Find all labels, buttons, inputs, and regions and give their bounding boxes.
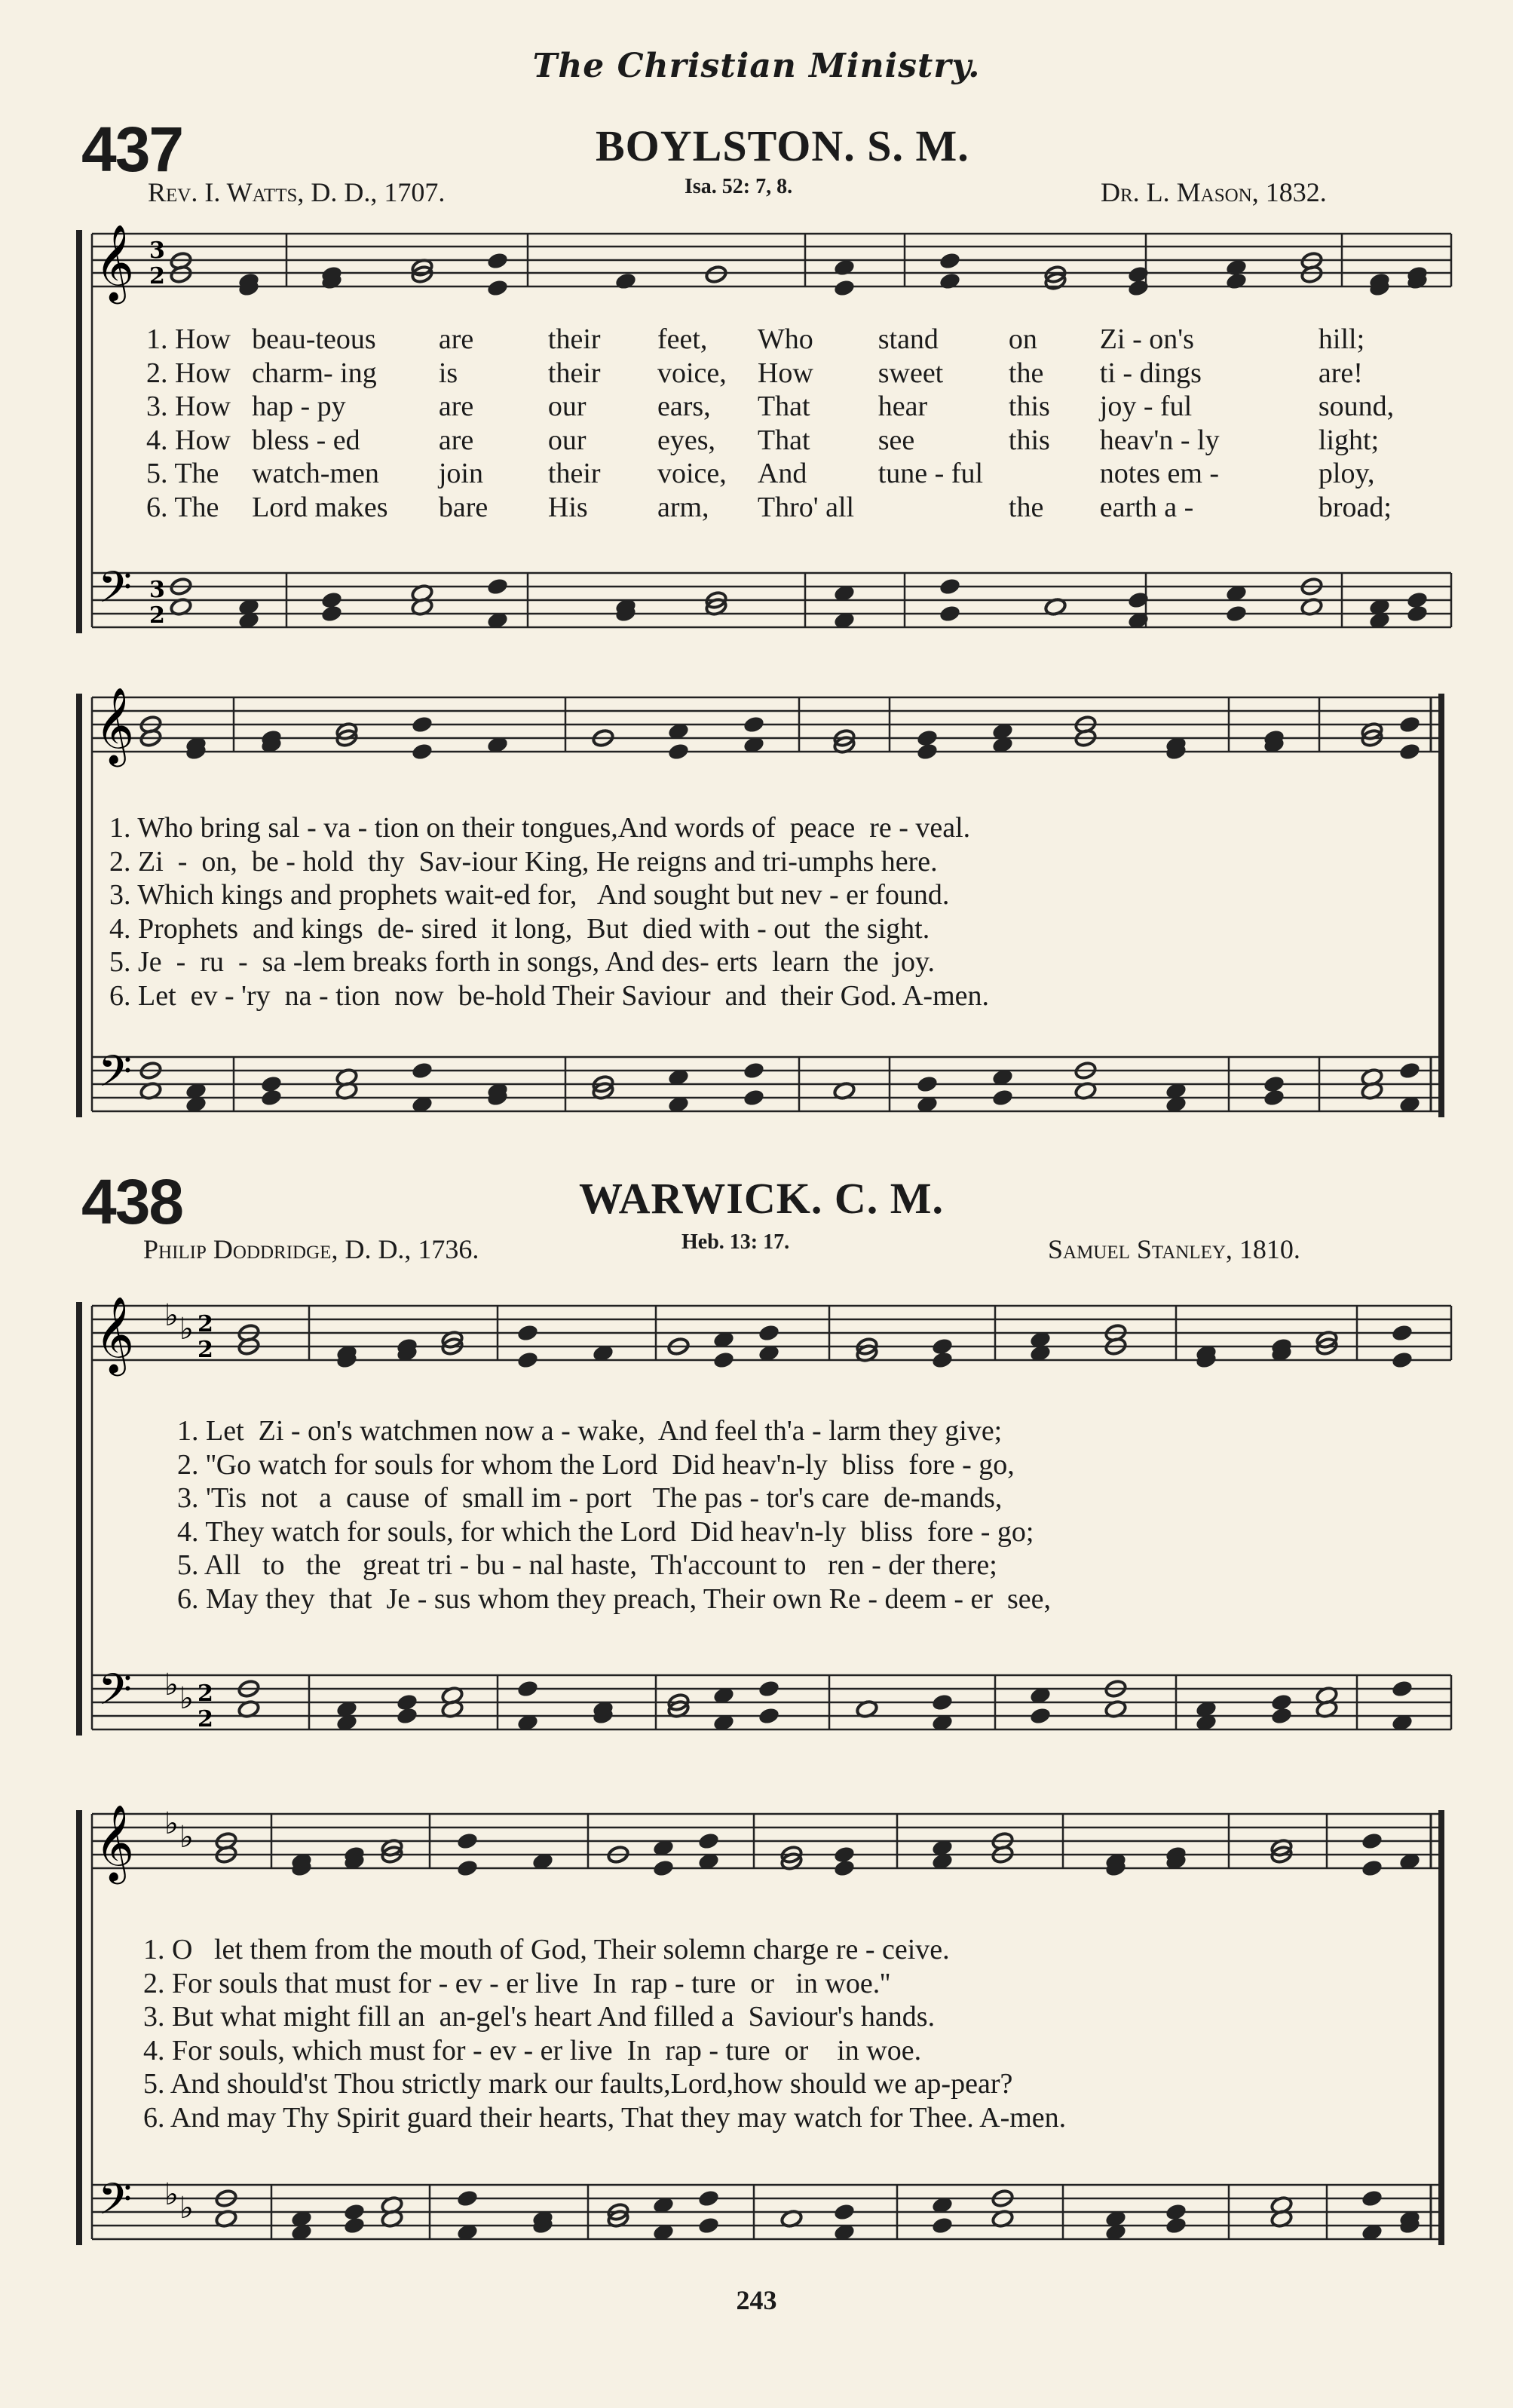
note-head [833,2202,856,2222]
verse-word: joy - ful [1099,391,1193,423]
note-head [758,1323,781,1343]
note-head [931,2216,954,2235]
hymn-438-verses-part-1 [177,1414,1051,1616]
note-head [320,604,344,623]
svg-text:♭: ♭ [164,1298,179,1333]
note-head [939,251,962,271]
composer-credit: Samuel Stanley, 1810. [1048,1234,1300,1264]
note-head [758,1706,781,1726]
note-head [516,1323,540,1343]
verse-word: their [547,458,601,490]
svg-text:2: 2 [198,1337,213,1363]
verse-word: His [547,491,588,523]
verse-word: voice, [657,458,727,490]
verse-word: 2. How [146,357,231,389]
verse-word: eyes, [657,424,715,456]
verse-word: beau-teous [252,323,376,356]
note-head [652,1858,675,1878]
hymn-437-system-2-treble-staff [92,697,1444,752]
note-head [516,1350,540,1370]
verse-word: arm, [657,491,709,523]
verse-word: stand [877,323,939,356]
svg-text:♭: ♭ [179,1681,194,1716]
verse-row [143,424,1425,458]
author-credit: Philip Doddridge, D. D., 1736. [143,1234,479,1264]
note-head [1165,2216,1188,2235]
hymn-437-verses-part-1 [143,323,1425,524]
tune-title: WARWICK. C. M. [579,1174,945,1223]
running-head: The Christian Ministry. [532,47,981,85]
verse-word: hear [877,391,928,423]
verse-line: 1. O let them from the mouth of God, Their solemn charge re - ceive. [143,1934,950,1965]
verse-word: are [438,424,474,456]
verse-word: see [877,424,915,456]
bass-clef-icon: 𝄢 [98,562,133,623]
note-head [916,1074,939,1094]
verse-word: 4. How [146,424,231,456]
verse-word: light; [1318,424,1380,456]
verse-word: broad; [1318,491,1392,523]
verse-word: is [438,357,458,389]
verse-word: 6. The [146,491,219,523]
verse-word: feet, [657,323,708,356]
verse-word: bare [438,491,489,523]
verse-line: 6. And may Thy Spirit guard their hearts, That they may watch for Thee. A-men. [143,2101,1067,2134]
verse-word: the [1008,357,1044,389]
verse-line: 5. Je - ru - sa -lem breaks forth in songs, And des- erts learn the joy. [109,946,936,978]
verse-word: ti - dings [1099,357,1202,389]
verse-word: their [547,323,601,356]
verse-line: 6. Let ev - 'ry na - tion now be-hold Their Saviour and their God. A-men. [109,979,989,1012]
svg-text:𝄞: 𝄞 [95,1803,135,1881]
hymn-number: 438 [81,1166,183,1237]
note-head [486,577,510,596]
note-head [343,2216,366,2235]
hymn-437-system-1-bass-staff [92,573,1451,627]
verse-line: 3. But what might fill an an-gel's heart And filled a Saviour's hands. [143,2001,936,2033]
verse-word [875,491,1006,525]
note-head [614,271,638,291]
verse-word: ploy, [1318,458,1375,490]
verse-word: are [438,391,474,423]
note-head [697,2216,721,2235]
note-head [1225,271,1248,291]
note-head [697,1831,721,1851]
note-head [743,1061,766,1080]
svg-text:2: 2 [149,602,165,629]
note-head [991,1088,1015,1107]
note-head [486,278,510,298]
note-head [1391,1350,1414,1370]
verse-word: this [1008,391,1050,423]
note-head [260,1088,283,1107]
note-head [833,1858,856,1878]
verse-word: join [438,458,483,490]
author-credit: Rev. I. Watts, D. D., 1707. [148,177,446,207]
note-head [1270,1706,1294,1726]
verse-word: our [547,391,587,423]
note-head [456,2189,479,2208]
svg-text:♭: ♭ [179,1820,194,1855]
svg-text:𝄞: 𝄞 [95,1295,135,1373]
svg-text:3: 3 [149,577,165,603]
note-head [411,1061,434,1080]
verse-row [143,457,1425,491]
verse-line: 2. ''Go watch for souls for whom the Lord Did heav'n-ly bliss fore - go, [177,1448,1015,1481]
note-head [1391,1679,1414,1699]
page-number: 243 [736,2285,777,2315]
verse-word: How [757,357,813,389]
note-head [705,265,728,284]
verse-word: Lord makes [252,491,388,523]
note-head [456,1831,479,1851]
verse-row [143,491,1425,525]
verse-line: 4. For souls, which must for - ev - er live In rap - ture or in woe. [143,2034,922,2066]
verse-word: Zi - on's [1099,323,1194,356]
treble-clef-icon: 𝄞 [95,223,135,301]
verse-word: voice, [657,357,727,389]
verse-word: sound, [1318,391,1395,423]
svg-text:2: 2 [149,263,165,290]
verse-line: 2. For souls that must for - ev - er live In rap - ture or in woe.'' [143,1967,890,1999]
verse-word: Who [757,323,813,356]
verse-word: charm- ing [252,357,377,389]
hymn-437-system-2-bass-staff [92,1057,1444,1111]
note-head [939,271,962,291]
verse-row [143,390,1425,424]
verse-line: 4. They watch for souls, for which the Lord Did heav'n-ly bliss fore - go; [177,1515,1034,1548]
verse-word: heav'n - ly [1099,424,1220,456]
svg-text:2: 2 [198,1706,213,1732]
verse-word: are [438,323,474,356]
verse-line: 2. Zi - on, be - hold thy Sav-iour King, He reigns and tri-umphs here. [109,845,938,878]
verse-line: 5. And should'st Thou strictly mark our faults,Lord,how should we ap-pear? [143,2068,1013,2100]
note-head [939,604,962,623]
svg-text:2: 2 [198,1680,213,1707]
svg-text:♭: ♭ [164,1806,179,1841]
svg-text:♭: ♭ [179,1312,194,1346]
verse-line: 1. Let Zi - on's watchmen now a - wake, And feel th'a - larm they give; [177,1415,1003,1447]
verse-line: 3. Which kings and prophets wait-ed for, And sought but nev - er found. [109,879,950,911]
verse-row [143,357,1425,391]
note-head [931,1350,954,1370]
note-head [1398,1061,1422,1080]
verse-word: sweet [877,357,944,389]
svg-text:2: 2 [198,1311,213,1337]
note-head [1391,1323,1414,1343]
scripture-reference: Isa. 52: 7, 8. [685,175,793,198]
verse-row [143,323,1425,357]
verse-line: 6. May they that Je - sus whom they preach, Their own Re - deem - er see, [177,1582,1052,1615]
verse-word: on [1008,323,1037,356]
svg-text:♭: ♭ [164,1668,179,1702]
note-head [411,742,434,761]
note-head [456,1858,479,1878]
note-head [697,2189,721,2208]
note-head [916,742,939,761]
verse-line: 3. 'Tis not a cause of small im - port The pas - tor's care de-mands, [177,1482,1003,1514]
note-head [1398,742,1422,761]
svg-text:3: 3 [149,237,165,264]
verse-word: hill; [1318,323,1365,356]
hymn-438-verses-part-2 [143,1933,1066,2134]
note-head [1029,1706,1052,1726]
note-head [516,1679,540,1699]
note-head [396,1706,419,1726]
svg-text:𝄢: 𝄢 [98,2174,133,2235]
verse-word: tune - ful [877,458,984,490]
note-head [1263,1088,1286,1107]
verse-word: this [1008,424,1050,456]
svg-text:♭: ♭ [179,2191,194,2226]
verse-word: 1. How [146,323,231,356]
note-head [833,278,856,298]
verse-line: 5. All to the great tri - bu - nal haste, Th'account to ren - der there; [177,1549,997,1581]
note-head [486,251,510,271]
verse-word: the [1008,491,1044,523]
verse-word: ears, [657,391,711,423]
note-head [1225,604,1248,623]
note-head [1361,1858,1384,1878]
verse-word: hap - py [252,391,346,423]
svg-text:𝄢: 𝄢 [98,1664,133,1726]
note-head [1406,604,1429,623]
verse-word: our [547,424,587,456]
verse-word [1006,457,1097,491]
verse-word: their [547,357,601,389]
note-head [712,1350,736,1370]
scripture-reference: Heb. 13: 17. [681,1230,790,1254]
note-head [1398,715,1422,734]
hymn-437-verses-part-2 [109,811,989,1013]
verse-word: 5. The [146,458,219,490]
verse-word: notes em - [1099,458,1220,490]
note-head [1361,2189,1384,2208]
note-head [931,1693,954,1712]
verse-word: That [757,391,810,423]
verse-word: watch-men [252,458,379,490]
hymn-number: 437 [81,114,183,185]
verse-word: earth a - [1099,491,1194,523]
note-head [758,1679,781,1699]
verse-word: Thro' all [757,491,855,523]
note-head [411,715,434,734]
verse-word: are! [1318,357,1363,389]
composer-credit: Dr. L. Mason, 1832. [1101,177,1327,207]
verse-line: 1. Who bring sal - va - tion on their tongues,And words of peace re - veal. [109,812,971,844]
verse-word: That [757,424,810,456]
verse-word: And [757,458,807,490]
verse-word: 3. How [146,391,231,423]
note-head [667,742,691,761]
svg-text:♭: ♭ [164,2177,179,2212]
verse-word: bless - ed [252,424,360,456]
hymn-437-system-1-treble-staff [92,234,1451,286]
note-head [939,577,962,596]
tune-title: BOYLSTON. S. M. [596,121,969,170]
note-head [743,715,766,734]
note-head [1361,1831,1384,1851]
svg-text:𝄞: 𝄞 [95,686,135,764]
verse-line: 4. Prophets and kings de- sired it long, But died with - out the sight. [109,912,930,945]
svg-text:𝄢: 𝄢 [98,1046,133,1107]
note-head [743,1088,766,1107]
